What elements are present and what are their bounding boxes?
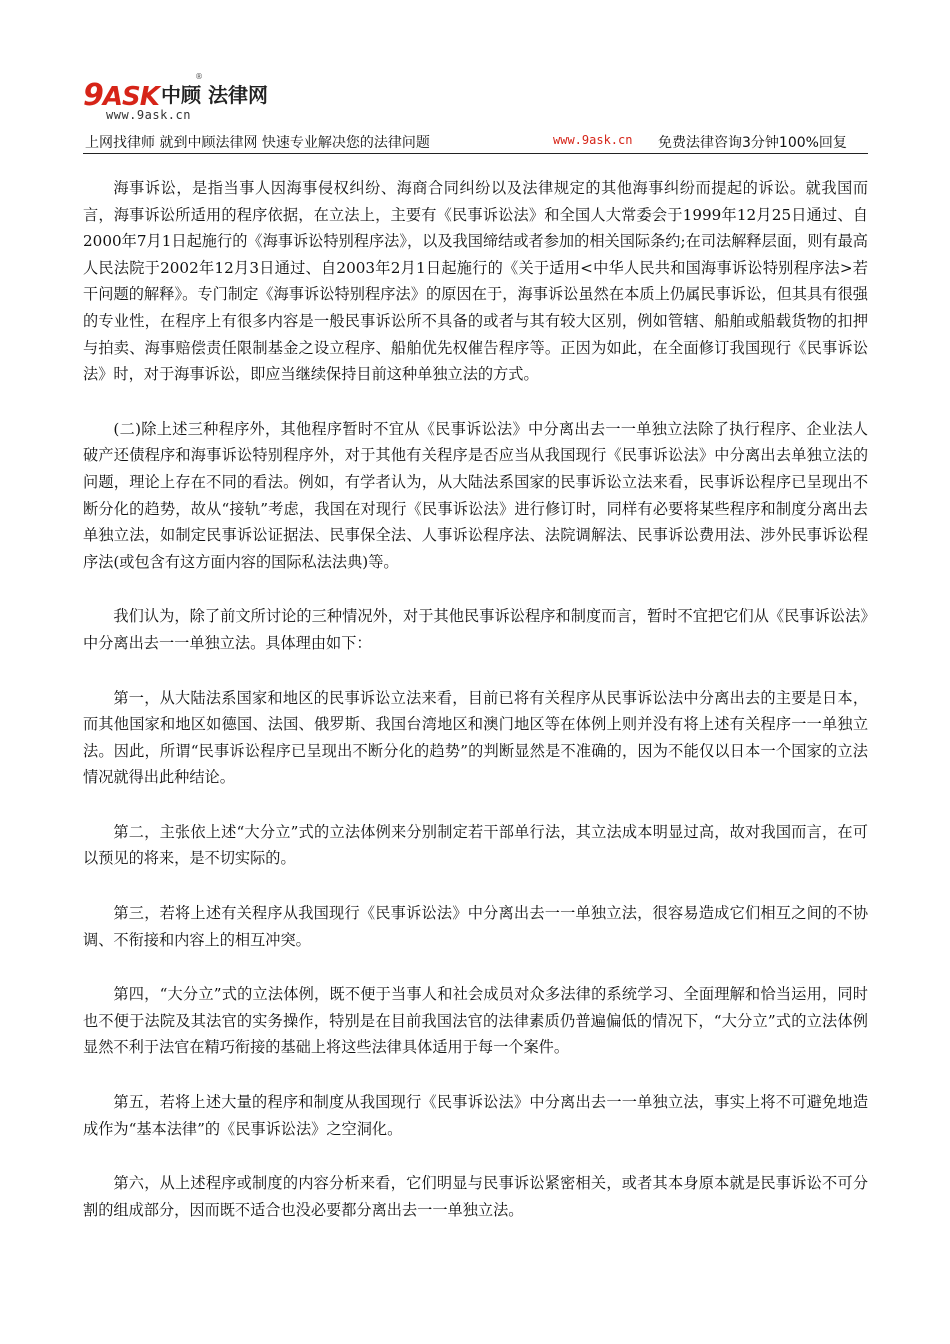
logo-url: www.9ask.cn xyxy=(106,108,191,122)
paragraph-maritime-litigation: 海事诉讼，是指当事人因海事侵权纠纷、海商合同纠纷以及法律规定的其他海事纠纷而提起的诉讼。就我国而言，海事诉讼所适用的程序依据，在立法上，主要有《民事诉讼法》和全国人大常委会于1999年12月25日通过、自2000年7月1日起施行的《海事诉讼特别程序法》，以及我国缔结或者参加的相关国际条约;在司法解释层面，则有最高人民法院于2002年12月3日通过、自2003年2月1日起施行的《关于适用<中华人民共和国海事诉讼特别程序法>若干问题的解释》。专门制定《海事诉讼特别程序法》的原因在于，海事诉讼虽然在本质上仍属民事诉讼，但其具有很强的专业性，在程序上有很多内容是一般民事诉讼所不具备的或者与其有较大区别，例如管辖、船舶或船载货物的扣押与拍卖、海事赔偿责任限制基金之设立程序、船舶优先权催告程序等。正因为如此，在全面修订我国现行《民事诉讼法》时，对于海事诉讼，即应当继续保持目前这种单独立法的方式。 xyxy=(83,179,868,384)
header-free-consult: 免费法律咨询3分钟100%回复 xyxy=(658,135,847,151)
site-logo[interactable] xyxy=(83,72,343,124)
paragraph-reason-fourth: 第四，“大分立”式的立法体例，既不便于当事人和社会成员对众多法律的系统学习、全面理解和恰当运用，同时也不便于法院及其法官的实务操作，特别是在目前我国法官的法律素质仍普遍偏低的情况下，“大分立”式的立法体例显然不利于法官在精巧衔接的基础上将这些法律具体适用于每一个案件。 xyxy=(83,985,868,1057)
paragraph-reason-first: 第一，从大陆法系国家和地区的民事诉讼立法来看，目前已将有关程序从民事诉讼法中分离出去的主要是日本，而其他国家和地区如德国、法国、俄罗斯、我国台湾地区和澳门地区等在体例上则并没有将上述有关程序一一单独立法。因此，所谓“民事诉讼程序已呈现出不断分化的趋势”的判断显然是不准确的，因为不能仅以日本一个国家的立法情况就得出此种结论。 xyxy=(83,688,868,787)
logo-ask: ASK xyxy=(102,82,159,112)
paragraph-our-view: 我们认为，除了前文所讨论的三种情况外，对于其他民事诉讼程序和制度而言，暂时不宜把它们从《民事诉讼法》中分离出去一一单独立法。具体理由如下： xyxy=(83,607,868,652)
page-header xyxy=(83,72,868,158)
logo-nine: 9 xyxy=(83,78,103,113)
paragraph-reason-fifth: 第五，若将上述大量的程序和制度从我国现行《民事诉讼法》中分离出去一一单独立法，事实上将不可避免地造成作为“基本法律”的《民事诉讼法》之空洞化。 xyxy=(83,1093,868,1138)
paragraph-reason-second: 第二，主张依上述“大分立”式的立法体例来分别制定若干部单行法，其立法成本明显过高，故对我国而言，在可以预见的将来，是不切实际的。 xyxy=(83,822,868,868)
article-body xyxy=(83,175,868,1251)
paragraph-reason-sixth: 第六，从上述程序或制度的内容分析来看，它们明显与民事诉讼紧密相关，或者其本身原本就是民事诉讼不可分割的组成部分，因而既不适合也没必要都分离出去一一单独立法。 xyxy=(83,1174,868,1219)
header-divider xyxy=(83,153,868,154)
header-tagline: 上网找律师 就到中顾法律网 快速专业解决您的法律问题 xyxy=(85,135,430,151)
paragraph-other-procedures: (二)除上述三种程序外，其他程序暂时不宜从《民事诉讼法》中分离出去一一单独立法除了执行程序、企业法人破产还债程序和海事诉讼特别程序外，对于其他有关程序是否应当从我国现行《民事诉讼法》中分离出去单独立法的问题，理论上存在不同的看法。例如，有学者认为，从大陆法系国家的民事诉讼立法来看，民事诉讼程序已呈现出不断分化的趋势，故从“接轨”考虑，我国在对现行《民事诉讼法》进行修订时，同样有必要将某些程序和制度分离出去单独立法，如制定民事诉讼证据法、民事保全法、人事诉讼程序法、法院调解法、民事诉讼费用法、涉外民事诉讼程序法(或包含有这方面内容的国际私法法典)等。 xyxy=(83,419,868,571)
registered-mark: ® xyxy=(195,72,203,81)
paragraph-reason-third: 第三，若将上述有关程序从我国现行《民事诉讼法》中分离出去一一单独立法，很容易造成它们相互之间的不协调、不衔接和内容上的相互冲突。 xyxy=(83,904,868,949)
logo-chinese-name: 中顾 法律网 xyxy=(161,83,268,107)
header-site-link[interactable]: www.9ask.cn xyxy=(553,133,633,147)
